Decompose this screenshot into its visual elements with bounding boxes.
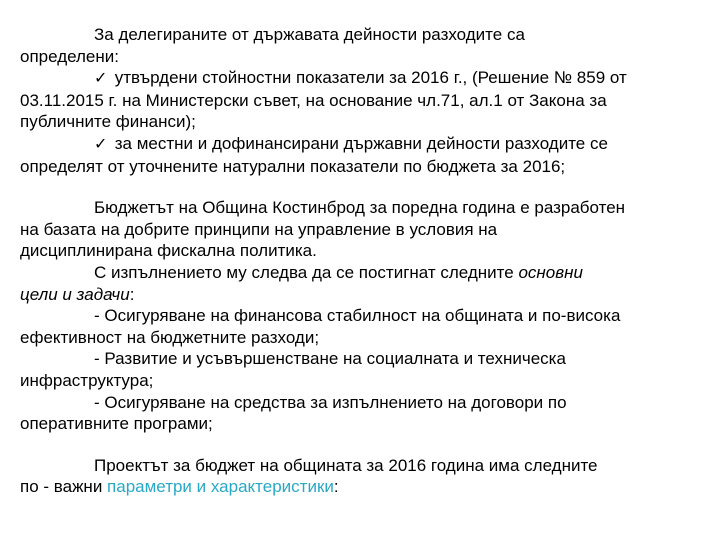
checkmark-icon: ✓ xyxy=(94,135,108,153)
goal-3-line-2: оперативните програми; xyxy=(20,414,213,434)
goal-1: - Осигуряване на финансова стабилност на общината и по-висока xyxy=(94,306,621,326)
goal-2: - Развитие и усъвършенстване на социалната и техническа xyxy=(94,349,566,369)
parameters-highlight: параметри и характеристики xyxy=(107,477,334,497)
bullet-1 xyxy=(20,67,700,90)
goals-intro-line-2 xyxy=(20,284,700,306)
bullet-2 xyxy=(20,133,700,156)
bullet-1-line-3: публичните финанси); xyxy=(20,112,196,132)
checkmark-icon: ✓ xyxy=(94,70,108,88)
spacer xyxy=(20,435,700,455)
bullet-2-line-2: определят от уточнените натурални показатели по бюджета за 2016; xyxy=(20,156,566,176)
goals-intro-text: С изпълнението му следва да се постигнат следните xyxy=(94,262,519,282)
section-budget-parameters xyxy=(20,455,700,498)
document-body xyxy=(20,24,700,498)
goal-2-line-2: инфраструктура; xyxy=(20,370,154,390)
principles-line-1: Бюджетът на Община Костинброд за поредна година е разработен xyxy=(94,198,626,218)
goals-heading-colon: : xyxy=(129,284,135,304)
goal-1-line-2: ефективност на бюджетните разходи; xyxy=(20,327,320,347)
goals-intro xyxy=(20,262,700,284)
bullet-1-line-2: 03.11.2015 г. на Министерски съвет, на основание чл.71, ал.1 от Закона за xyxy=(20,90,607,110)
parameters-line-1: Проектът за бюджет на общината за 2016 година има следните xyxy=(94,455,598,475)
principles-line-3: дисциплинирана фискална политика. xyxy=(20,241,317,261)
bullet-1-text: утвърдени стойностни показатели за 2016 г., (Решение № 859 от xyxy=(114,68,627,88)
section-expenditure-basis xyxy=(20,24,700,177)
parameters-line-2-end: : xyxy=(333,477,339,497)
parameters-line-2-start: по - важни xyxy=(20,477,108,497)
parameters-line-2 xyxy=(20,476,700,498)
intro-line: За делегираните от държавата дейности разходите са xyxy=(94,25,525,44)
intro-continuation: определени: xyxy=(20,46,119,66)
goal-3: - Осигуряване на средства за изпълнението на договори по xyxy=(94,392,567,412)
goals-intro-italic: основни xyxy=(518,262,583,282)
goals-heading-italic: цели и задачи xyxy=(20,284,130,304)
spacer xyxy=(20,177,700,197)
bullet-2-text: за местни и дофинансирани държавни дейности разходите се xyxy=(114,133,608,153)
section-budget-principles xyxy=(20,197,700,435)
principles-line-2: на базата на добрите принципи на управление в условия на xyxy=(20,219,498,239)
